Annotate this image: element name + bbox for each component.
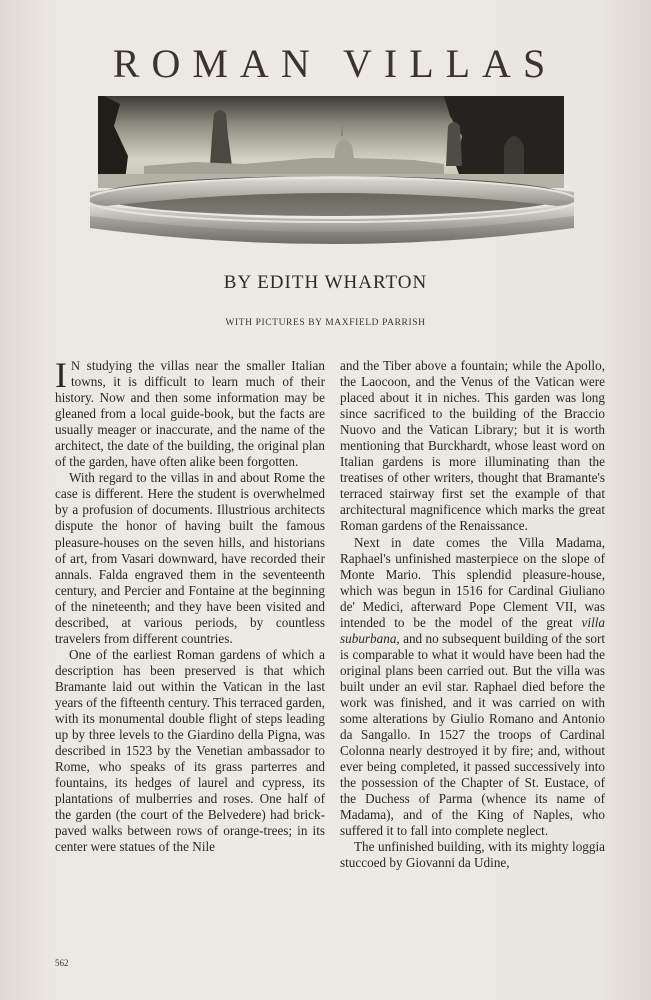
page-number: 562 <box>55 958 69 968</box>
left-column <box>55 358 325 943</box>
paragraph: I N studying the villas near the smaller Italian towns, it is difficult to learn much of their history. Now and then some information may be gleaned from a local guide-book, but the facts are usually meager or inaccurate, and the name of the architect, the date of the building, the original plan of the garden, have often alike been forgotten. <box>55 358 325 470</box>
paragraph: The unfinished building, with its mighty loggia stuccoed by Giovanni da Udine, <box>340 839 605 871</box>
paragraph: One of the earliest Roman gardens of which a description has been preserved is that which Bramante laid out within the Vatican in the last years of the fifteenth century. This terraced garden, with its monumental double flight of steps leading up by three levels to the Giardino della Pigna, was described in 1523 by the Venetian ambassador to Rome, who speaks of its grass parterres and fountains, its hedges of laurel and cypress, its plantations of mulberries and roses. One half of the garden (the court of the Belvedere) had brick-paved walks between rows of orange-trees; in its center were statues of the Nile <box>55 646 325 855</box>
right-column <box>340 358 605 943</box>
paragraph: With regard to the villas in and about Rome the case is different. Here the student is overwhelmed by a profusion of documents. Illustrious architects dispute the honor of having built the famous pleasure-houses on the seven hills, and historians of art, from Vasari downward, have recorded their annals. Falda engraved them in the seventeenth century, and Percier and Fontaine at the beginning of the nineteenth; and they have been visited and described, at various periods, by countless travelers from different countries. <box>55 470 325 646</box>
illustration-credit: WITH PICTURES BY MAXFIELD PARRISH <box>225 318 426 328</box>
drop-cap: I <box>55 358 67 395</box>
fountain-basin-illustration <box>84 96 580 256</box>
paragraph: and the Tiber above a fountain; while the Apollo, the Laocoon, and the Venus of the Vatican were placed about it in niches. This garden was long since sacrificed to the building of the Braccio Nuovo and the Vatican Library; but it is worth mentioning that Burckhardt, whose least word on Italian gardens is more illuminating than the treatises of other writers, thought that Bramante's terraced stairway first set the example of that architectural magnificence which marks the great Roman gardens of the Renaissance. <box>340 358 605 534</box>
article-title: ROMAN VILLAS <box>112 41 558 86</box>
byline: BY EDITH WHARTON <box>223 272 428 293</box>
paragraph: Next in date comes the Villa Madama, Raphael's unfinished masterpiece on the slope of Monte Mario. This splendid pleasure-house, which was begun in 1516 for Cardinal Giuliano de' Medici, afterward Pope Clement VII, was intended to be the model of the great villa suburbana, and no subsequent building of the sort is comparable to what it would have been had the original plans been carried out. But the villa was built under an evil star. Raphael died before the work was finished, and it was carried on with some alterations by Giulio Romano and Antonio da Sangallo. In 1527 the troops of Cardinal Colonna nearly destroyed it by fire; and, without ever being completed, it passed successively into the possession of the Chapter of St. Eustace, of the Duchess of Parma (whence its name of Madama), and of the King of Naples, who suffered it to fall into complete neglect. <box>340 534 605 839</box>
